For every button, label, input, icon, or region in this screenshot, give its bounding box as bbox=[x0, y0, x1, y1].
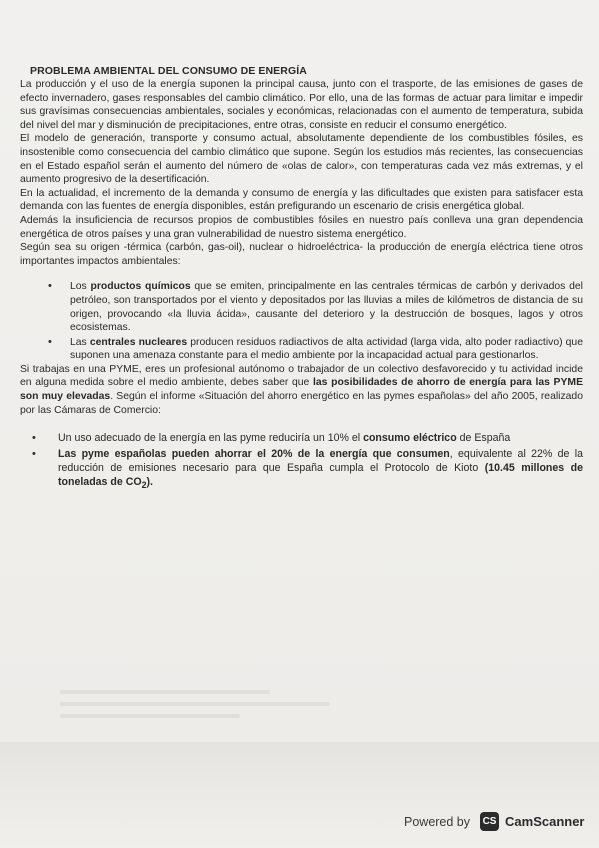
camscanner-watermark bbox=[404, 812, 585, 831]
document-title: PROBLEMA AMBIENTAL DEL CONSUMO DE ENERGÍA bbox=[30, 65, 307, 77]
bullet-icon: • bbox=[32, 432, 36, 445]
paragraph-origin: Según sea su origen -térmica (carbón, gas-oil), nuclear o hidroeléctrica- la producción de energía eléctrica tiene otros importantes impactos ambientales: bbox=[20, 242, 583, 267]
bullet-icon: • bbox=[32, 448, 36, 461]
paragraph-emissions: La producción y el uso de la energía suponen la principal causa, junto con el trasporte, de las emisiones de gases de efecto invernadero, gases responsables del cambio climático. Por ello, una de las formas de actuar para limitar e impedir sus gravísimas consecuencias ambientales, sociales y económicas, relacionadas con el aumento de temperatura, subida del nivel del mar y disminución de precipitaciones, entre otras, consiste en reducir el consumo energético. bbox=[20, 79, 583, 131]
page-bottom-shadow bbox=[0, 742, 599, 848]
paragraph-dependency: Además la insuficiencia de recursos propios de combustibles fósiles en nuestro país conlleva una gran dependencia energética de otros países y una gran vulnerabilidad de nuestro sistema energético. bbox=[20, 214, 583, 240]
list-item: • Las centrales nucleares producen residuos radiactivos de alta actividad (larga vida, alto poder radiactivo) que suponen una amenaza constante para el medio ambiente por la incapacidad actual para gestionarlos. bbox=[48, 335, 583, 362]
watermark-powered-text: Powered by bbox=[404, 814, 471, 829]
document-body bbox=[20, 65, 583, 492]
paragraph-demand: En la actualidad, el incremento de la demanda y consumo de energía y las dificultades que existen para satisfacer esta demanda con las fuentes de energía disponibles, están prefigurando un escenario de crisis energética global. bbox=[20, 187, 583, 213]
list-item: • Los productos químicos que se emiten, principalmente en las centrales térmicas de carbón y derivados del petróleo, son transportados por el viento y depositados por las lluvias a miles de kilómetros de distancia de su origen, provocando «la lluvia ácida», causante del deterioro y la destrucción de bosques, lagos y otros ecosistemas. bbox=[48, 280, 583, 334]
watermark-brand-text: CamScanner bbox=[505, 814, 585, 829]
impacts-list bbox=[20, 280, 583, 363]
paragraph-model: El modelo de generación, transporte y consumo actual, absolutamente dependiente de los combustibles fósiles, es insostenible como consecuencia del cambio climático que supone. Según los estudios más recientes, las consecuencias en el Estado español serán el aumento del número de «olas de calor», con temperaturas cada vez más extremas, y el aumento progresivo de la desertificación. bbox=[20, 133, 583, 186]
camscanner-logo-icon: CS bbox=[480, 812, 499, 831]
list-item: • Un uso adecuado de la energía en las pyme reduciría un 10% el consumo eléctrico de España bbox=[32, 432, 511, 445]
bullet-icon: • bbox=[48, 335, 52, 348]
list-item: • Las pyme españolas pueden ahorrar el 20% de la energía que consumen, equivalente al 22% de la reducción de emisiones necesario para que España cumpla el Protocolo de Kioto (10.45 millones de toneladas de $CO_2$). bbox=[32, 448, 583, 491]
bleed-through-text bbox=[60, 690, 360, 740]
paragraph-pyme: Si trabajas en una PYME, eres un profesional autónomo o trabajador de un colectivo desfavorecido y tu actividad incide en alguna medida sobre el medio ambiente, debes saber que las posibilidades de ahorro de energía para las PYME son muy elevadas. Según el informe «Situación del ahorro energético en las pymes españolas» del año 2005, realizado por las Cámaras de Comercio: bbox=[20, 363, 584, 416]
savings-list bbox=[20, 431, 583, 492]
bullet-icon: • bbox=[48, 280, 52, 293]
